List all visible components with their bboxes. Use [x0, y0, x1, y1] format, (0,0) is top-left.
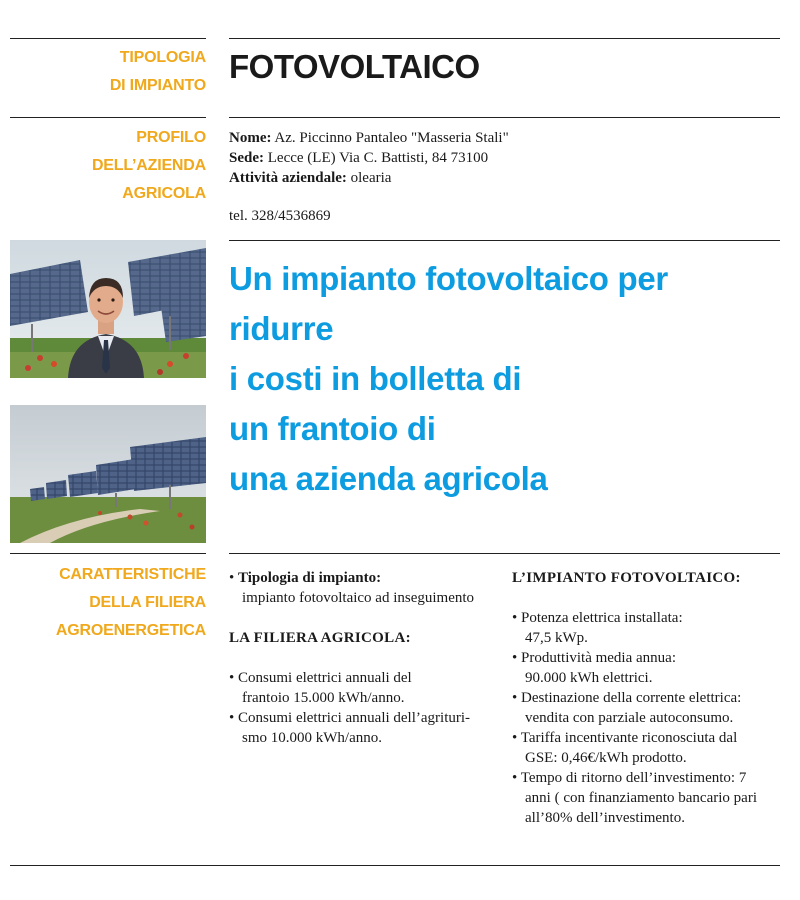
filiera-heading: LA FILIERA AGRICOLA:	[229, 630, 411, 646]
plant-type-title: FOTOVOLTAICO	[229, 48, 480, 85]
rule-headline	[229, 240, 780, 241]
list-item: • Produttività media annua: 90.000 kWh elettrici.	[512, 650, 676, 686]
headline-line: i costi in bolletta di	[229, 360, 522, 397]
headline	[229, 254, 779, 504]
label-line: TIPOLOGIA	[119, 49, 206, 66]
profile-activity-label: Attività aziendale:	[229, 170, 347, 186]
profile-seat-label: Sede:	[229, 150, 264, 166]
list-item: • Destinazione della corrente elettrica: vendita con parziale autoconsumo.	[512, 690, 742, 726]
label-tipologia	[110, 44, 206, 100]
features-left-column	[229, 568, 504, 748]
label-line: CARATTERISTICHE	[59, 566, 206, 583]
label-caratteristiche	[56, 561, 206, 645]
photo-farmer-solar-panels	[10, 240, 206, 378]
label-profilo	[92, 124, 206, 208]
rule-features-right	[229, 553, 780, 554]
list-item: • Potenza elettrica installata: 47,5 kWp.	[512, 610, 683, 646]
profile-name-label: Nome:	[229, 130, 272, 146]
profile-name-value: Az. Piccinno Pantaleo "Masseria Stali"	[274, 130, 509, 146]
list-item: • Consumi elettrici annuali dell’agrituri- smo 10.000 kWh/anno.	[229, 710, 471, 746]
label-line: DELLA FILIERA	[89, 594, 206, 611]
label-line: AGROENERGETICA	[55, 622, 206, 639]
headline-line: ridurre	[229, 310, 334, 347]
list-item: • Tariffa incentivante riconosciuta dal GSE: 0,46€/kWh prodotto.	[512, 730, 738, 766]
profile-seat-row	[229, 148, 509, 168]
label-line: DELL’AZIENDA	[91, 157, 206, 174]
label-line: PROFILO	[136, 129, 206, 146]
profile-tel: tel. 328/4536869	[229, 208, 331, 224]
rule-profile-left	[10, 117, 206, 118]
rule-profile-right	[229, 117, 780, 118]
rule-features-left	[10, 553, 206, 554]
photo-solar-field	[10, 405, 206, 543]
profile-activity-row	[229, 168, 509, 188]
profile-seat-value: Lecce (LE) Via C. Battisti, 84 73100	[267, 150, 489, 166]
rule-bottom	[10, 865, 780, 866]
label-line: DI IMPIANTO	[109, 77, 206, 94]
headline-line: Un impianto fotovoltaico per	[229, 260, 668, 297]
plant-type-item-value: impianto fotovoltaico ad inseguimento	[242, 590, 475, 606]
headline-line: un frantoio di	[229, 410, 436, 447]
profile-name-row	[229, 128, 509, 148]
list-item: • Tempo di ritorno dell’investimento: 7 anni ( con finanziamento bancario pari all’80% dell’investimento.	[512, 770, 757, 826]
label-line: AGRICOLA	[122, 185, 206, 202]
rule-top-right	[229, 38, 780, 39]
plant-type-item-label: Tipologia di impianto:	[238, 570, 382, 586]
profile-activity-value: olearia	[350, 170, 392, 186]
rule-top-left	[10, 38, 206, 39]
list-item: • Consumi elettrici annuali del frantoio 15.000 kWh/anno.	[229, 670, 412, 706]
headline-line: una azienda agricola	[229, 460, 548, 497]
impianto-heading: L’IMPIANTO FOTOVOLTAICO:	[512, 570, 741, 586]
company-profile	[229, 128, 509, 188]
features-right-column	[512, 568, 782, 828]
plant-type-item: • Tipologia di impianto: impianto fotovoltaico ad inseguimento	[229, 570, 475, 606]
